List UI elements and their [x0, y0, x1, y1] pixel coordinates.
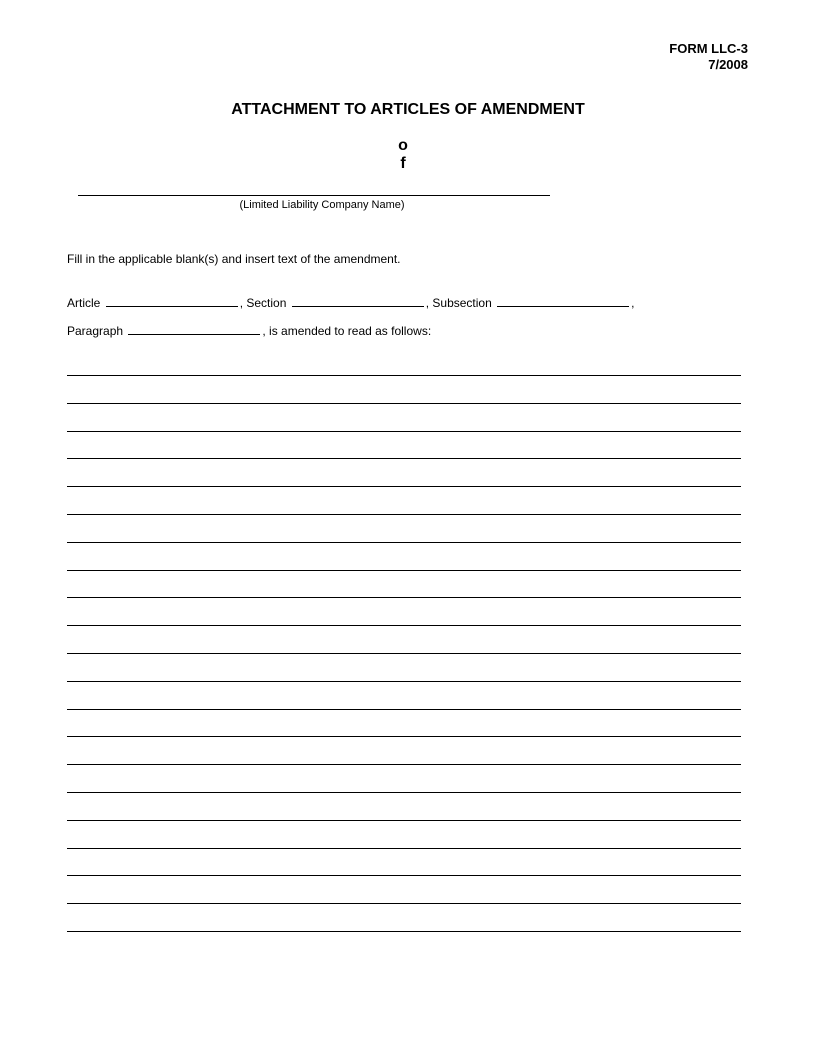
amendment-text-line[interactable] — [67, 820, 741, 821]
amendment-text-line[interactable] — [67, 542, 741, 543]
amendment-text-line[interactable] — [67, 514, 741, 515]
company-name-field[interactable] — [78, 195, 550, 196]
form-identifier — [669, 41, 748, 73]
instruction-text: Fill in the applicable blank(s) and insert text of the amendment. — [67, 252, 401, 266]
amendment-text-line[interactable] — [67, 653, 741, 654]
section-label: , Section — [239, 296, 287, 310]
amendment-text-line[interactable] — [67, 681, 741, 682]
subsection-end: , — [631, 296, 635, 310]
amendment-text-line[interactable] — [67, 709, 741, 710]
of-letter-f: f — [400, 155, 406, 172]
paragraph-row — [67, 322, 431, 338]
amendment-text-line[interactable] — [67, 931, 741, 932]
amendment-text-line[interactable] — [67, 486, 741, 487]
section-field[interactable] — [292, 294, 424, 307]
form-number: FORM LLC-3 — [669, 41, 748, 56]
paragraph-suffix: , is amended to read as follows: — [262, 324, 432, 338]
subsection-label: , Subsection — [425, 296, 492, 310]
paragraph-field[interactable] — [128, 322, 260, 335]
amendment-text-line[interactable] — [67, 736, 741, 737]
of-letter-o: o — [398, 137, 408, 154]
amendment-text-line[interactable] — [67, 625, 741, 626]
amendment-text-line[interactable] — [67, 570, 741, 571]
page-title: ATTACHMENT TO ARTICLES OF AMENDMENT — [231, 101, 585, 118]
subsection-field[interactable] — [497, 294, 629, 307]
article-section-row — [67, 294, 634, 310]
article-label: Article — [67, 296, 101, 310]
amendment-text-line[interactable] — [67, 903, 741, 904]
amendment-text-line[interactable] — [67, 848, 741, 849]
article-field[interactable] — [106, 294, 238, 307]
paragraph-label: Paragraph — [67, 324, 124, 338]
amendment-text-line[interactable] — [67, 403, 741, 404]
amendment-text-line[interactable] — [67, 431, 741, 432]
amendment-text-line[interactable] — [67, 764, 741, 765]
company-name-caption: (Limited Liability Company Name) — [239, 199, 405, 211]
amendment-text-line[interactable] — [67, 875, 741, 876]
amendment-text-line[interactable] — [67, 597, 741, 598]
amendment-text-line[interactable] — [67, 458, 741, 459]
amendment-text-line[interactable] — [67, 792, 741, 793]
amendment-text-line[interactable] — [67, 375, 741, 376]
form-date: 7/2008 — [708, 57, 748, 72]
